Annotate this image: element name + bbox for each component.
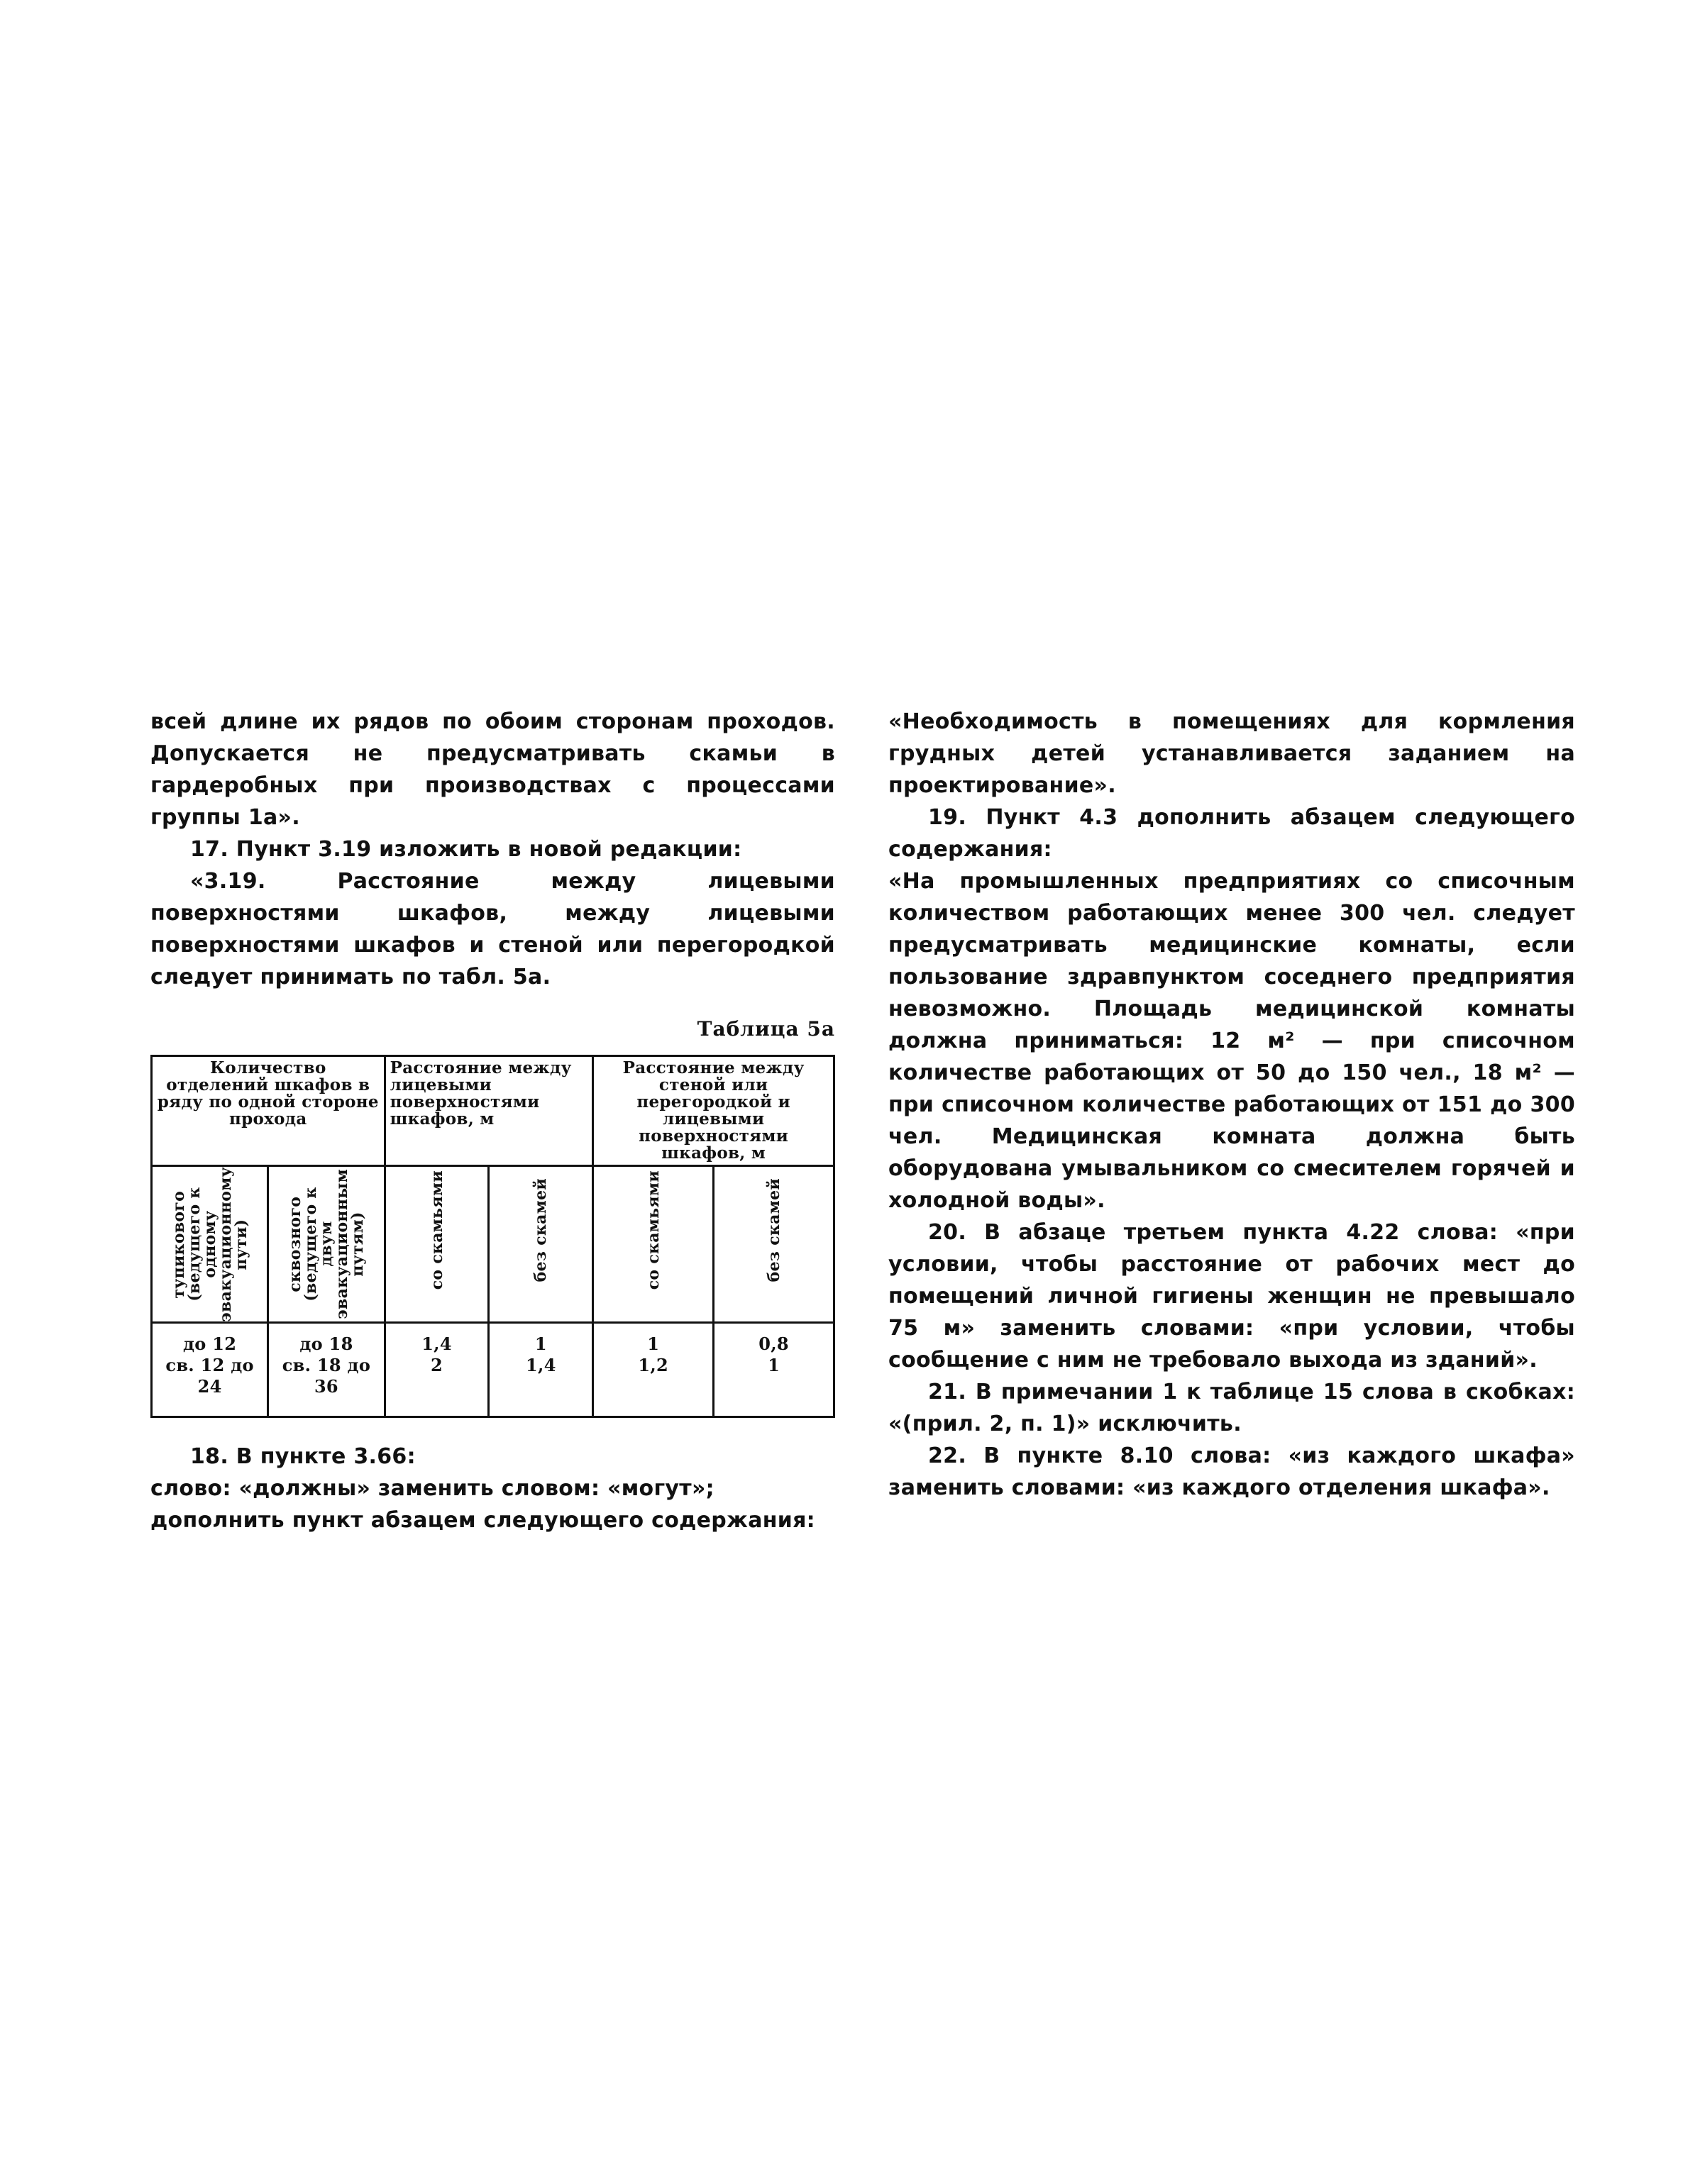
spacer — [150, 1418, 835, 1441]
cell-dead-end-values: до 12 св. 12 до 24 — [152, 1323, 268, 1417]
subheader-without-benches-2: без скамей — [714, 1166, 834, 1323]
left-paragraph-4: 18. В пункте 3.66: — [190, 1444, 416, 1469]
right-column — [888, 706, 1575, 1504]
left-paragraph-2: 17. Пункт 3.19 изложить в новой редакции: — [190, 837, 742, 862]
right-paragraph-3: «На промышленных предприятиях со списочным количеством работающих менее 300 чел. следует предусматривать медицинские комнаты, если пользование здравпунктом соседнего предприятия невозможно. Площадь медицинской комнаты должна приниматься: 12 м² — при списочном количестве работающих от 50 до 150 чел., 18 м² — при списочном количестве работающих от 151 до 300 чел. Медицинская комната должна быть оборудована умывальником со смесителем горячей и холодной воды». — [888, 869, 1575, 1213]
clearance-table — [150, 1055, 835, 1418]
cell-without-benches-1-values: 1 1,4 — [489, 1323, 593, 1417]
header-distance-between-cabinets: Расстояние между лицевыми поверхностями шкафов, м — [385, 1056, 593, 1166]
right-paragraph-1: «Необходимость в помещениях для кормления грудных детей устанавливается заданием на проектирование». — [888, 709, 1575, 798]
right-paragraph-6: 22. В пункте 8.10 слова: «из каждого шкафа» заменить словами: «из каждого отделения шкафа». — [888, 1443, 1575, 1500]
right-paragraph-5: 21. В примечании 1 к таблице 15 слова в скобках: «(прил. 2, п. 1)» исключить. — [888, 1380, 1575, 1436]
table-row — [152, 1323, 834, 1417]
table-header-row — [152, 1056, 834, 1166]
left-paragraph-6: дополнить пункт абзацем следующего содержания: — [150, 1508, 815, 1533]
subheader-dead-end: тупикового (ведущего к одному эвакуационному пути) — [152, 1166, 268, 1323]
header-cabinet-count: Количество отделений шкафов в ряду по одной стороне прохода — [152, 1056, 385, 1166]
cell-through-values: до 18 св. 18 до 36 — [268, 1323, 385, 1417]
table-caption: Таблица 5а — [697, 1017, 835, 1041]
subheader-through: сквозного (ведущего к двум эвакуационным путям) — [268, 1166, 385, 1323]
right-paragraph-4: 20. В абзаце третьем пункта 4.22 слова: «при условии, чтобы расстояние от рабочих мест до помещений личной гигиены женщин не превышало 75 м» заменить словами: «при условии, чтобы сообщение с ним не требовало выхода из зданий». — [888, 1220, 1575, 1373]
subheader-with-benches-2: со скамьями — [593, 1166, 714, 1323]
cell-with-benches-1-values: 1,4 2 — [385, 1323, 489, 1417]
subheader-with-benches-1: со скамьями — [385, 1166, 489, 1323]
left-paragraph-1: всей длине их рядов по обоим сторонам проходов. Допускается не предусматривать скамьи в гардеробных при производствах с процессами группы 1а». — [150, 709, 835, 830]
left-paragraph-3: «3.19. Расстояние между лицевыми поверхностями шкафов, между лицевыми поверхностями шкафов и стеной или перегородкой следует принимать по табл. 5а. — [150, 869, 835, 990]
table-subheader-row — [152, 1166, 834, 1323]
subheader-without-benches-1: без скамей — [489, 1166, 593, 1323]
left-paragraph-5: слово: «должны» заменить словом: «могут»; — [150, 1476, 714, 1501]
cell-without-benches-2-values: 0,8 1 — [714, 1323, 834, 1417]
right-paragraph-2: 19. Пункт 4.3 дополнить абзацем следующего содержания: — [888, 805, 1575, 862]
header-distance-wall-cabinets: Расстояние между стеной или перегородкой и лицевыми поверхностями шкафов, м — [593, 1056, 834, 1166]
cell-with-benches-2-values: 1 1,2 — [593, 1323, 714, 1417]
left-column — [150, 706, 835, 1536]
